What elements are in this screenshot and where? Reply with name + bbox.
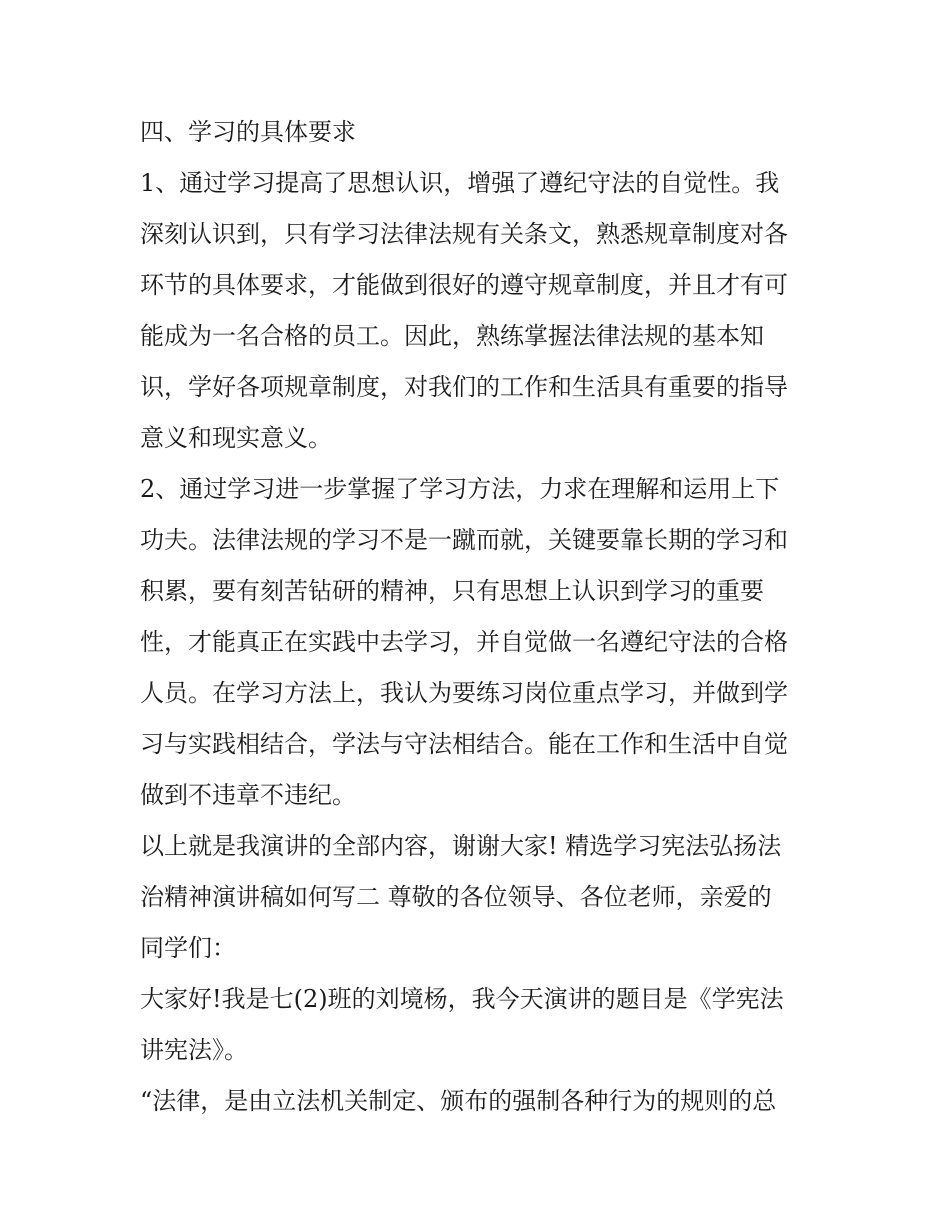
text-line: 深刻认识到，只有学习法律法规有关条文，熟悉规章制度对各 bbox=[140, 220, 788, 248]
text-line: 1、通过学习提高了思想认识，增强了遵纪守法的自觉性。我 bbox=[140, 169, 780, 197]
text-line: 功夫。法律法规的学习不是一蹴而就，关键要靠长期的学习和 bbox=[140, 526, 788, 554]
text-line: 积累，要有刻苦钻研的精神，只有思想上认识到学习的重要 bbox=[140, 577, 764, 605]
text-line: 以上就是我演讲的全部内容，谢谢大家! 精选学习宪法弘扬法 bbox=[140, 832, 782, 860]
text-line: 性，才能真正在实践中去学习，并自觉做一名遵纪守法的合格 bbox=[140, 628, 788, 656]
text-line: 治精神演讲稿如何写二 尊敬的各位领导、各位老师，亲爱的 bbox=[140, 883, 772, 911]
document-body bbox=[140, 107, 830, 1127]
text-line: 能成为一名合格的员工。因此，熟练掌握法律法规的基本知 bbox=[140, 322, 764, 350]
text-line: 讲宪法》。 bbox=[140, 1036, 248, 1064]
text-line: 人员。在学习方法上，我认为要练习岗位重点学习，并做到学 bbox=[140, 679, 788, 707]
text-line: “法律，是由立法机关制定、颁布的强制各种行为的规则的总 bbox=[140, 1087, 777, 1115]
text-line: 做到不违章不违纪。 bbox=[140, 781, 356, 809]
text-line: 大家好!我是七(2)班的刘境杨，我今天演讲的题目是《学宪法 bbox=[140, 985, 784, 1013]
text-line: 环节的具体要求，才能做到很好的遵守规章制度，并且才有可 bbox=[140, 271, 788, 299]
text-line: 2、通过学习进一步掌握了学习方法，力求在理解和运用上下 bbox=[140, 475, 780, 503]
text-line: 意义和现实意义。 bbox=[140, 424, 332, 452]
text-line: 同学们： bbox=[140, 934, 236, 962]
section-heading: 四、学习的具体要求 bbox=[140, 118, 356, 146]
text-line: 习与实践相结合，学法与守法相结合。能在工作和生活中自觉 bbox=[140, 730, 788, 758]
text-line: 识，学好各项规章制度，对我们的工作和生活具有重要的指导 bbox=[140, 373, 788, 401]
